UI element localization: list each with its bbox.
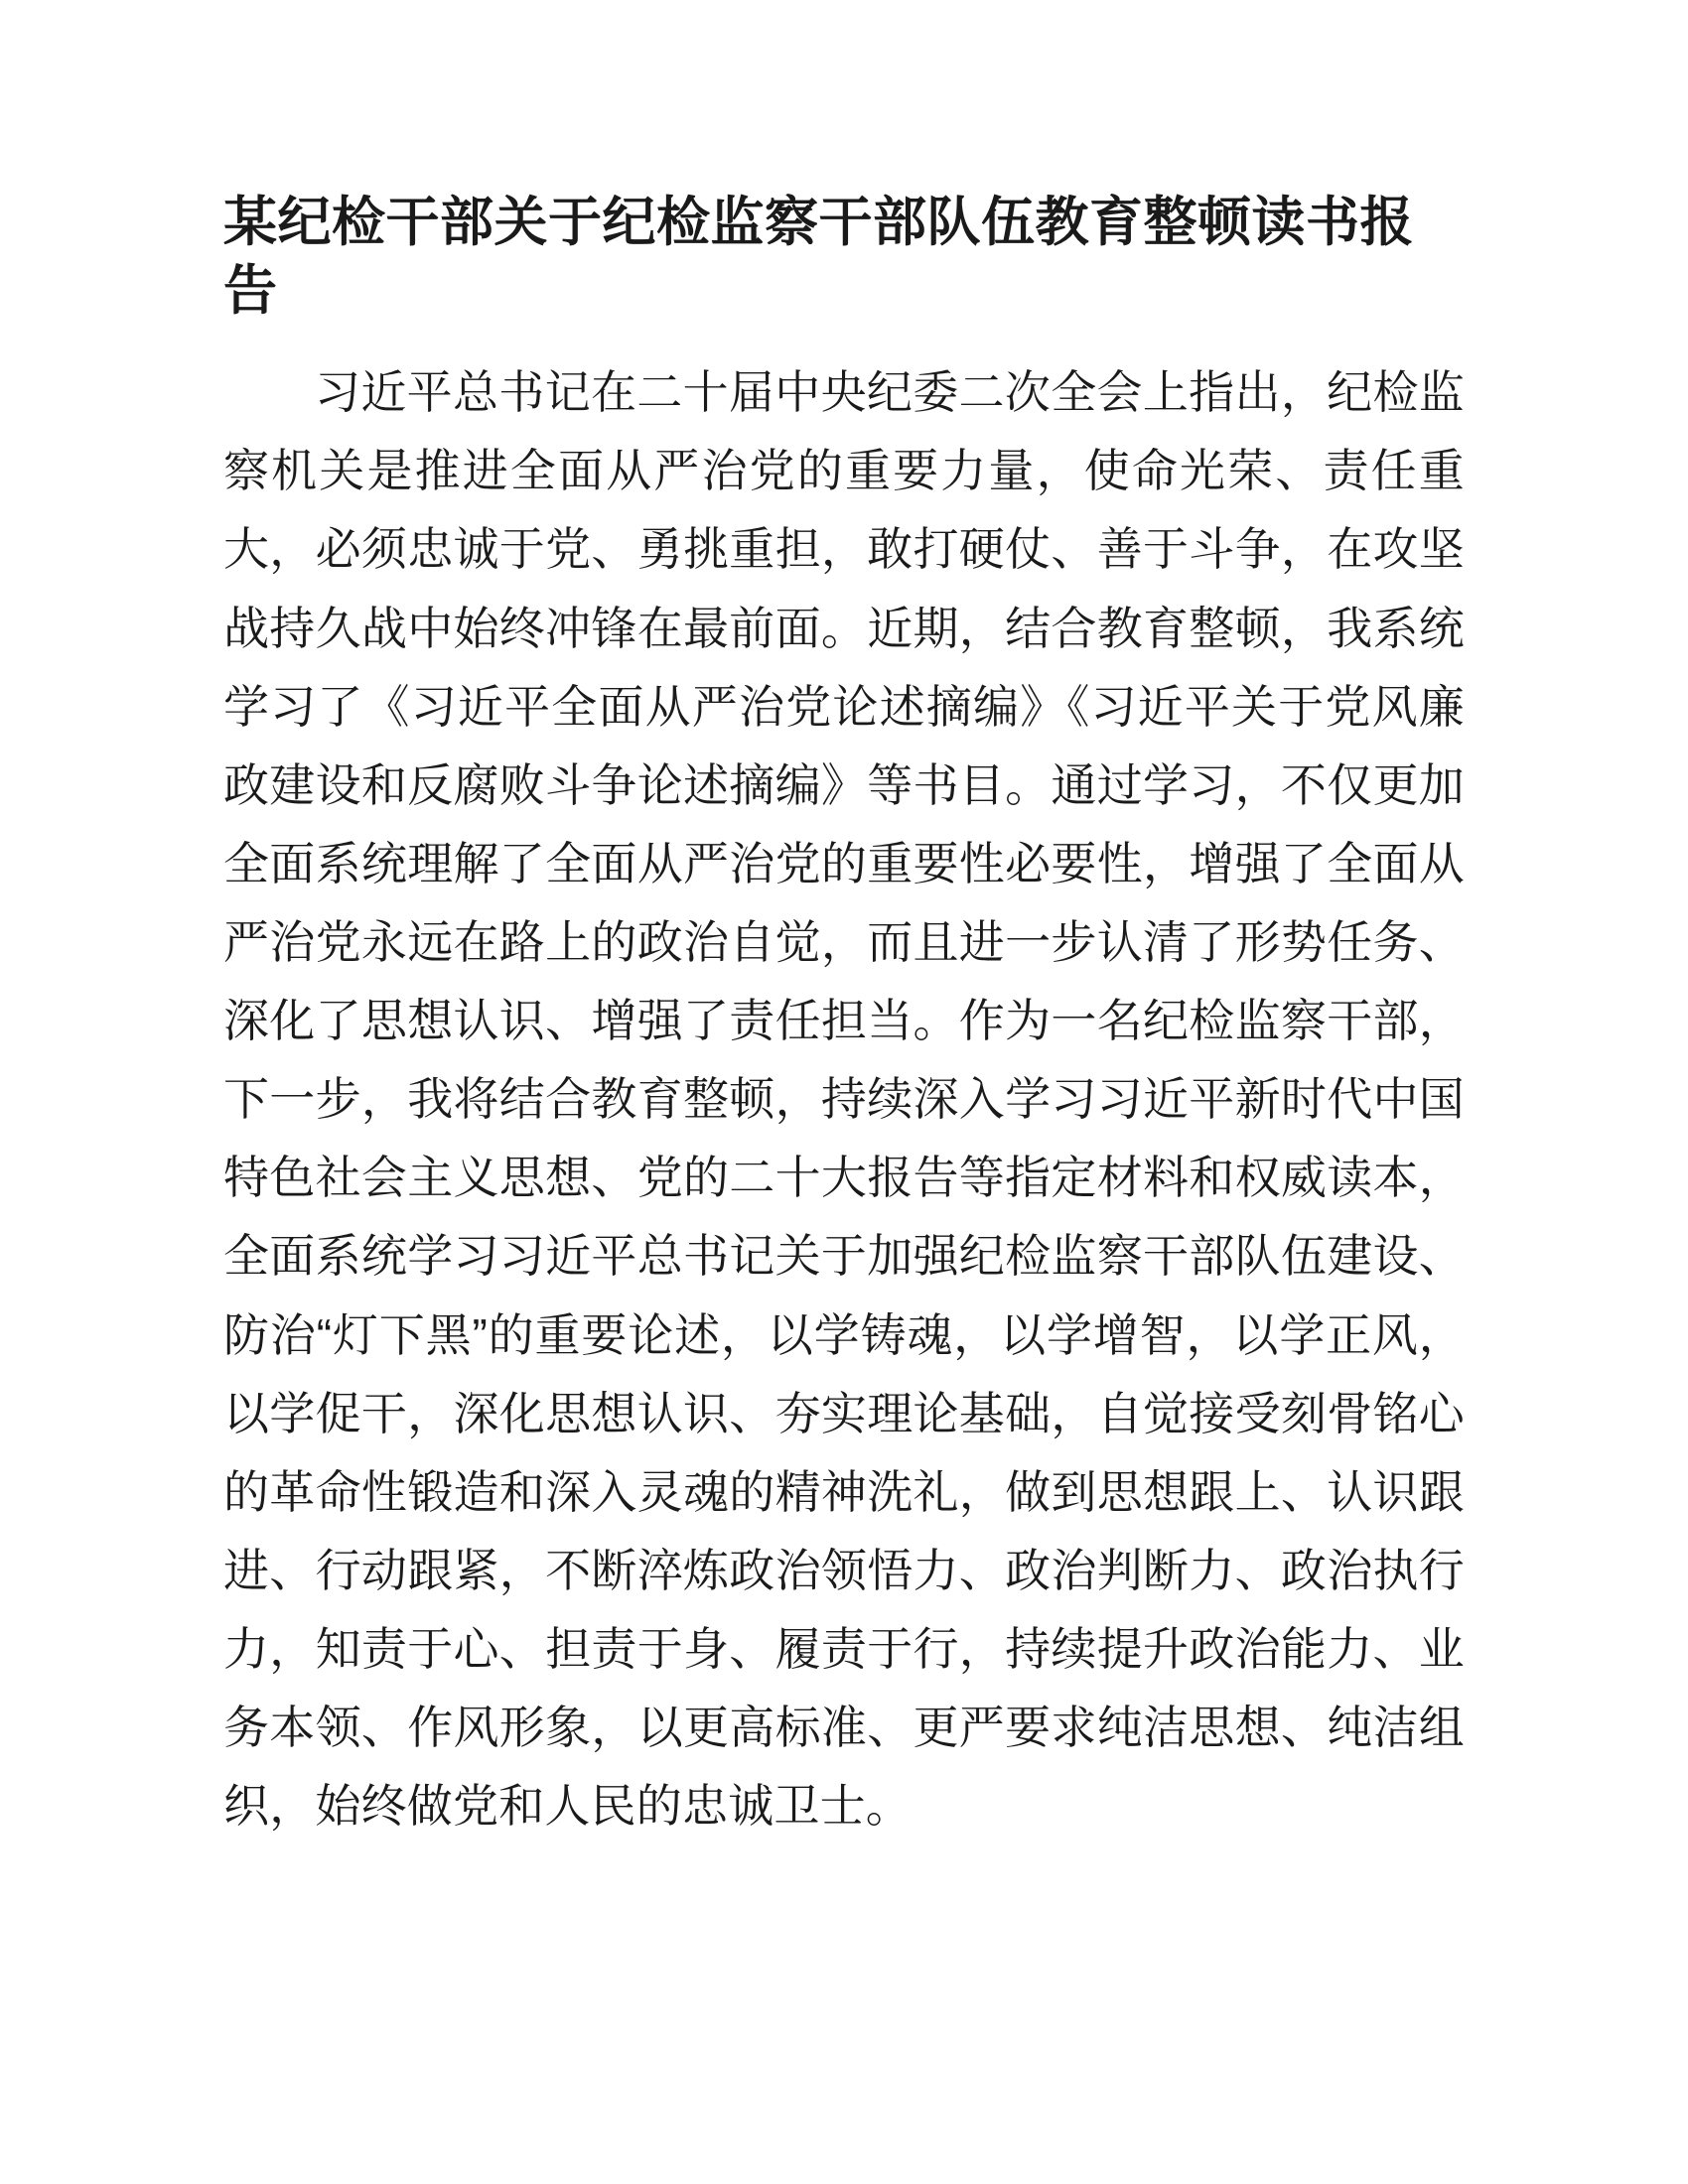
document-body xyxy=(223,353,1465,1845)
page-title: 某纪检干部关于纪检监察干部队伍教育整顿读书报告 xyxy=(223,193,1414,322)
body-paragraph: 习近平总书记在二十届中央纪委二次全会上指出，纪检监察机关是推进全面从严治党的重要力量，使命光荣、责任重大，必须忠诚于党、勇挑重担，敢打硬仗、善于斗争，在攻坚战持久战中始终冲锋在最前面。近期，结合教育整顿，我系统学习了《习近平全面从严治党论述摘编》《习近平关于党风廉政建设和反腐败斗争论述摘编》等书目。通过学习，不仅更加全面系统理解了全面从严治党的重要性必要性，增强了全面从严治党永远在路上的政治自觉，而且进一步认清了形势任务、深化了思想认识、增强了责任担当。作为一名纪检监察干部，下一步，我将结合教育整顿，持续深入学习习近平新时代中国特色社会主义思想、党的二十大报告等指定材料和权威读本，全面系统学习习近平总书记关于加强纪检监察干部队伍建设、防治“灯下黑”的重要论述，以学铸魂，以学增智，以学正风，以学促干，深化思想认识、夯实理论基础，自觉接受刻骨铭心的革命性锻造和深入灵魂的精神洗礼，做到思想跟上、认识跟进、行动跟紧，不断淬炼政治领悟力、政治判断力、政治执行力，知责于心、担责于身、履责于行，持续提升政治能力、业务本领、作风形象，以更高标准、更严要求纯洁思想、纯洁组织，始终做党和人民的忠诚卫士。 xyxy=(223,366,1465,1833)
